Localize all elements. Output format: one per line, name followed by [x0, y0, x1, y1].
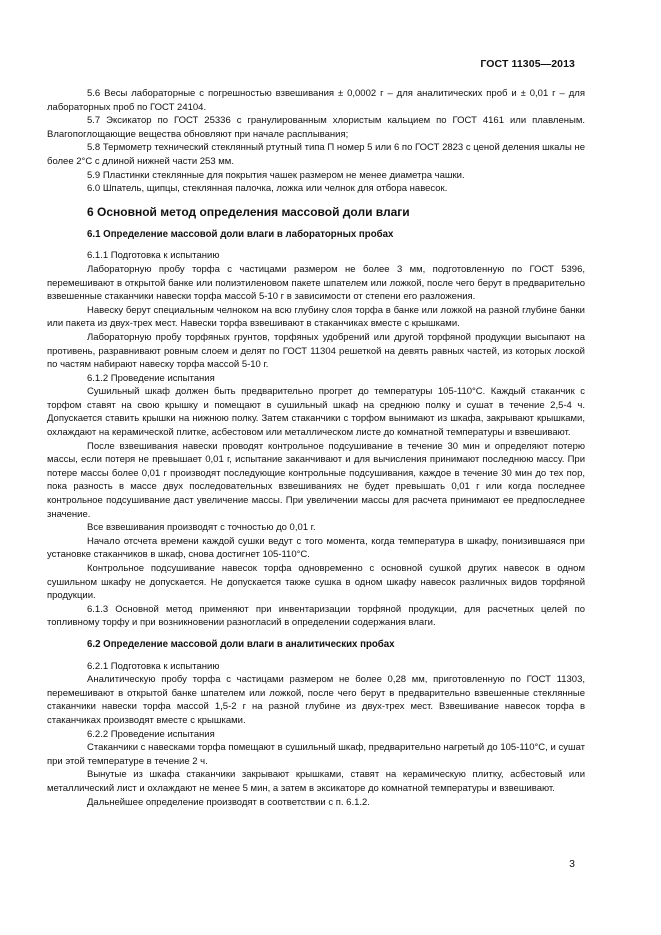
page-number: 3 — [569, 858, 575, 870]
paragraph-6-2-2b: Вынутые из шкафа стаканчики закрывают крышками, ставят на керамическую плитку, асбестовый или металлический лист и охлаждают не менее 5 мин, а затем в эксикаторе до комнатной температуры и взвешивают. — [47, 769, 585, 794]
spacer — [47, 241, 585, 249]
paragraph-6-1-2b: После взвешивания навески проводят контрольное подсушивание в течение 30 мин и определяют потерю массы, если потеря не превышает 0,01 г, испытание заканчивают и для вычисления принимают последнюю массу. При потере массы более 0,01 г производят последующие контрольные подсушивания, каждое в течение 30 мин до тех пор, пока разность в массе двух последовательных взвешиваниях не будет превышать 0,01 г или когда последнее контрольное подсушивание даст увеличение массы. При увеличении массы для расчета принимают ее предпоследнее значение. — [47, 440, 585, 520]
paragraph-5-9: 5.9 Пластинки стеклянные для покрытия чашек размером не менее диаметра чашки. — [87, 169, 465, 181]
paragraph-6-0: 6.0 Шпатель, щипцы, стеклянная палочка, ложка или челнок для отбора навесок. — [87, 183, 448, 195]
paragraph-6-1-2a: Сушильный шкаф должен быть предварительно прогрет до температуры 105-110°С. Каждый стаканчик с торфом ставят на свою крышку и помещают в сушильный шкаф на среднюю полку и сушат в течение 2,5-4 ч. Допускается ставить крышки на нижнюю полку. Затем стаканчики с торфом вынимают из шкафа, закрывают крышками, охлаждают на керамической плитке, асбестовом или металлическом листе до комнатной температуры и взвешивают. — [47, 386, 585, 439]
document-body — [47, 87, 585, 809]
paragraph-6-1-1: 6.1.1 Подготовка к испытанию — [87, 250, 220, 262]
subsection-heading-6-1: 6.1 Определение массовой доли влаги в лабораторных пробах — [87, 228, 394, 240]
paragraph-6-1-1c: Лабораторную пробу торфяных грунтов, торфяных удобрений или другой торфяной продукции высыпают на противень, разравнивают ровным слоем и делят по ГОСТ 11304 решеткой на девять равных частей, из которых лоской по частям набирают навеску торфа массой 5-10 г. — [47, 331, 585, 371]
paragraph-6-2-2a: Стаканчики с навесками торфа помещают в сушильный шкаф, предварительно нагретый до 105-110°С, и сушат при этой температуре в течение 2 ч. — [47, 742, 585, 767]
spacer — [47, 196, 585, 204]
spacer — [47, 220, 585, 228]
spacer — [47, 652, 585, 660]
document-code: ГОСТ 11305—2013 — [480, 58, 575, 70]
paragraph-6-1-2d: Начало отсчета времени каждой сушки ведут с того момента, когда температура в шкафу, понизившаяся при установке стаканчиков в шкаф, снова достигнет 105-110°С. — [47, 535, 585, 561]
section-heading-6: 6 Основной метод определения массовой доли влаги — [87, 204, 410, 219]
subsection-heading-6-2: 6.2 Определение массовой доли влаги в аналитических пробах — [87, 638, 395, 650]
paragraph-5-8: 5.8 Термометр технический стеклянный ртутный типа П номер 5 или 6 по ГОСТ 2823 с ценой деления шкалы не более 2°С с длиной нижней части 253 мм. — [47, 142, 585, 167]
paragraph-5-6: 5.6 Весы лабораторные с погрешностью взвешивания ± 0,0002 г – для аналитических проб и ± 0,01 г – для лабораторных проб по ГОСТ 24104. — [47, 88, 585, 113]
paragraph-6-1-2e: Контрольное подсушивание навесок торфа одновременно с основной сушкой других навесок в одном сушильном шкафу не допускается. Не допускается также сушка в одном шкафу навесок различных видов торфяной продукции. — [47, 563, 585, 602]
paragraph-6-2-2c: Дальнейшее определение производят в соответствии с п. 6.1.2. — [87, 796, 370, 808]
paragraph-5-7: 5.7 Эксикатор по ГОСТ 25336 с гранулированным хлористым кальцием по ГОСТ 4161 или плавленым. Влагопоглощающие вещества обновляют при начале расплывания; — [47, 115, 585, 140]
paragraph-6-1-2c: Все взвешивания производят с точностью до 0,01 г. — [87, 522, 316, 534]
paragraph-6-1-2: 6.1.2 Проведение испытания — [87, 372, 215, 384]
paragraph-6-1-1a: Лабораторную пробу торфа с частицами размером не более 3 мм, подготовленную по ГОСТ 5396, перемешивают в открытой банке или полиэтиленовом пакете шпателем или ложкой, после чего берут в предварительно взвешенные стаканчики навески торфа массой 5-10 г в зависимости от степени его разложения. — [47, 263, 585, 303]
paragraph-6-2-1: 6.2.1 Подготовка к испытанию — [87, 660, 220, 672]
paragraph-6-2-1a: Аналитическую пробу торфа с частицами размером не более 0,28 мм, приготовленную по ГОСТ 11303, перемешивают в открытой банке шпателем или ложкой, после чего берут в предварительно взвешенные стеклянные стаканчики навески торфа массой 1,5-2 г на разной глубине из двух-трех мест. Взвешивание навесок торфа в стаканчиках производят вместе с крышками. — [47, 674, 585, 726]
paragraph-6-1-1b: Навеску берут специальным челноком на всю глубину слоя торфа в банке или ложкой на разной глубине банки или пакета из двух-трех мест. Навески торфа взвешивают в стаканчиках вместе с крышками. — [47, 304, 585, 330]
paragraph-6-1-3: 6.1.3 Основной метод применяют при инвентаризации торфяной продукции, для расчетных целей по топливному торфу и при возникновении разногласий в определении содержания влаги. — [47, 603, 585, 629]
spacer — [47, 630, 585, 638]
paragraph-6-2-2: 6.2.2 Проведение испытания — [87, 728, 215, 740]
